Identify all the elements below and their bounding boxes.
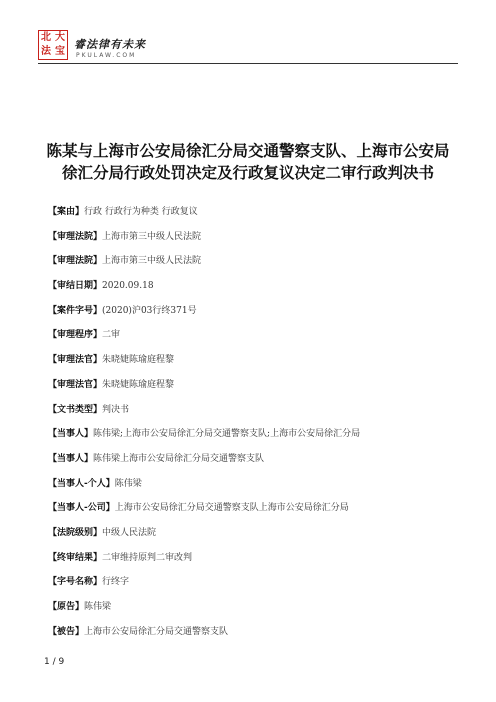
field-row: [48, 328, 468, 353]
field-row: [48, 600, 468, 625]
site-header: [38, 30, 458, 64]
field-row: [48, 526, 468, 551]
field-value: 朱晓婕陈瑜庭程黎: [102, 355, 175, 366]
field-value: 上海市第三中级人民法院: [102, 231, 202, 242]
field-label: 【字号名称】: [48, 577, 103, 588]
field-row: [48, 551, 468, 576]
field-value: 行终字: [102, 577, 130, 588]
brand-url: PKULAW.COM: [76, 52, 137, 59]
field-label: 【被告】: [48, 626, 85, 637]
field-row: [48, 427, 468, 452]
field-value: 二审: [102, 330, 121, 341]
pkulaw-logo: [38, 30, 68, 60]
page-indicator: 1 / 9: [44, 657, 65, 667]
field-row: [48, 403, 468, 428]
field-label: 【当事人-公司】: [48, 503, 115, 514]
field-label: 【案件字号】: [48, 305, 103, 316]
logo-char: 北: [41, 32, 51, 43]
field-label: 【文书类型】: [48, 404, 103, 415]
field-label: 【终审结果】: [48, 552, 103, 563]
field-row: [48, 353, 468, 378]
field-value: 上海市公安局徐汇分局交通警察支队: [84, 626, 229, 637]
field-value: 中级人民法院: [102, 527, 157, 538]
logo-char: 法: [41, 46, 51, 57]
field-label: 【审理程序】: [48, 330, 103, 341]
field-row: [48, 501, 468, 526]
field-label: 【当事人】: [48, 453, 94, 464]
field-row: [48, 477, 468, 502]
field-row: [48, 304, 468, 329]
field-row: [48, 452, 468, 477]
title-line-2: 徐汇分局行政处罚决定及行政复议决定二审行政判决书: [61, 164, 434, 182]
field-value: 判决书: [102, 404, 130, 415]
field-value: 2020.09.18: [102, 281, 154, 292]
field-label: 【原告】: [48, 602, 85, 612]
field-row: [48, 205, 468, 230]
brand-slogan: 睿法律有未来: [74, 38, 146, 51]
field-value: (2020)沪03行终371号: [102, 305, 197, 316]
field-label: 【审理法官】: [48, 379, 103, 390]
field-value: 陈伟梁;上海市公安局徐汇分局交通警察支队;上海市公安局徐汇分局: [93, 429, 361, 440]
field-row: [48, 575, 468, 600]
field-value: 二审维持原判二审改判: [102, 552, 193, 563]
field-label: 【审理法官】: [48, 355, 103, 366]
title-line-1: 陈某与上海市公安局徐汇分局交通警察支队、上海市公安局: [46, 142, 450, 160]
field-label: 【法院级别】: [48, 527, 103, 538]
field-row: [48, 230, 468, 255]
document-title: [40, 140, 456, 184]
field-value: 上海市公安局徐汇分局交通警察支队上海市公安局徐汇分局: [114, 503, 349, 514]
field-row: [48, 625, 468, 650]
field-row: [48, 378, 468, 403]
header-divider: [38, 63, 458, 64]
field-value: 陈伟梁上海市公安局徐汇分局交通警察支队: [93, 453, 265, 464]
field-label: 【案由】: [48, 207, 85, 217]
field-row: [48, 279, 468, 304]
field-label: 【审结日期】: [48, 281, 103, 292]
field-label: 【当事人-个人】: [48, 478, 115, 489]
field-value: 陈伟梁: [84, 602, 112, 612]
field-label: 【审理法院】: [48, 231, 103, 242]
field-value: 行政 行政行为种类 行政复议: [84, 207, 198, 217]
field-value: 上海市第三中级人民法院: [102, 256, 202, 267]
field-value: 朱晓婕陈瑜庭程黎: [102, 379, 175, 390]
field-row: [48, 254, 468, 279]
field-label: 【当事人】: [48, 429, 94, 440]
logo-char: 大: [55, 32, 65, 43]
metadata-fields: [48, 205, 468, 649]
logo-char: 宝: [55, 46, 65, 57]
field-label: 【审理法院】: [48, 256, 103, 267]
field-value: 陈伟梁: [114, 478, 142, 489]
